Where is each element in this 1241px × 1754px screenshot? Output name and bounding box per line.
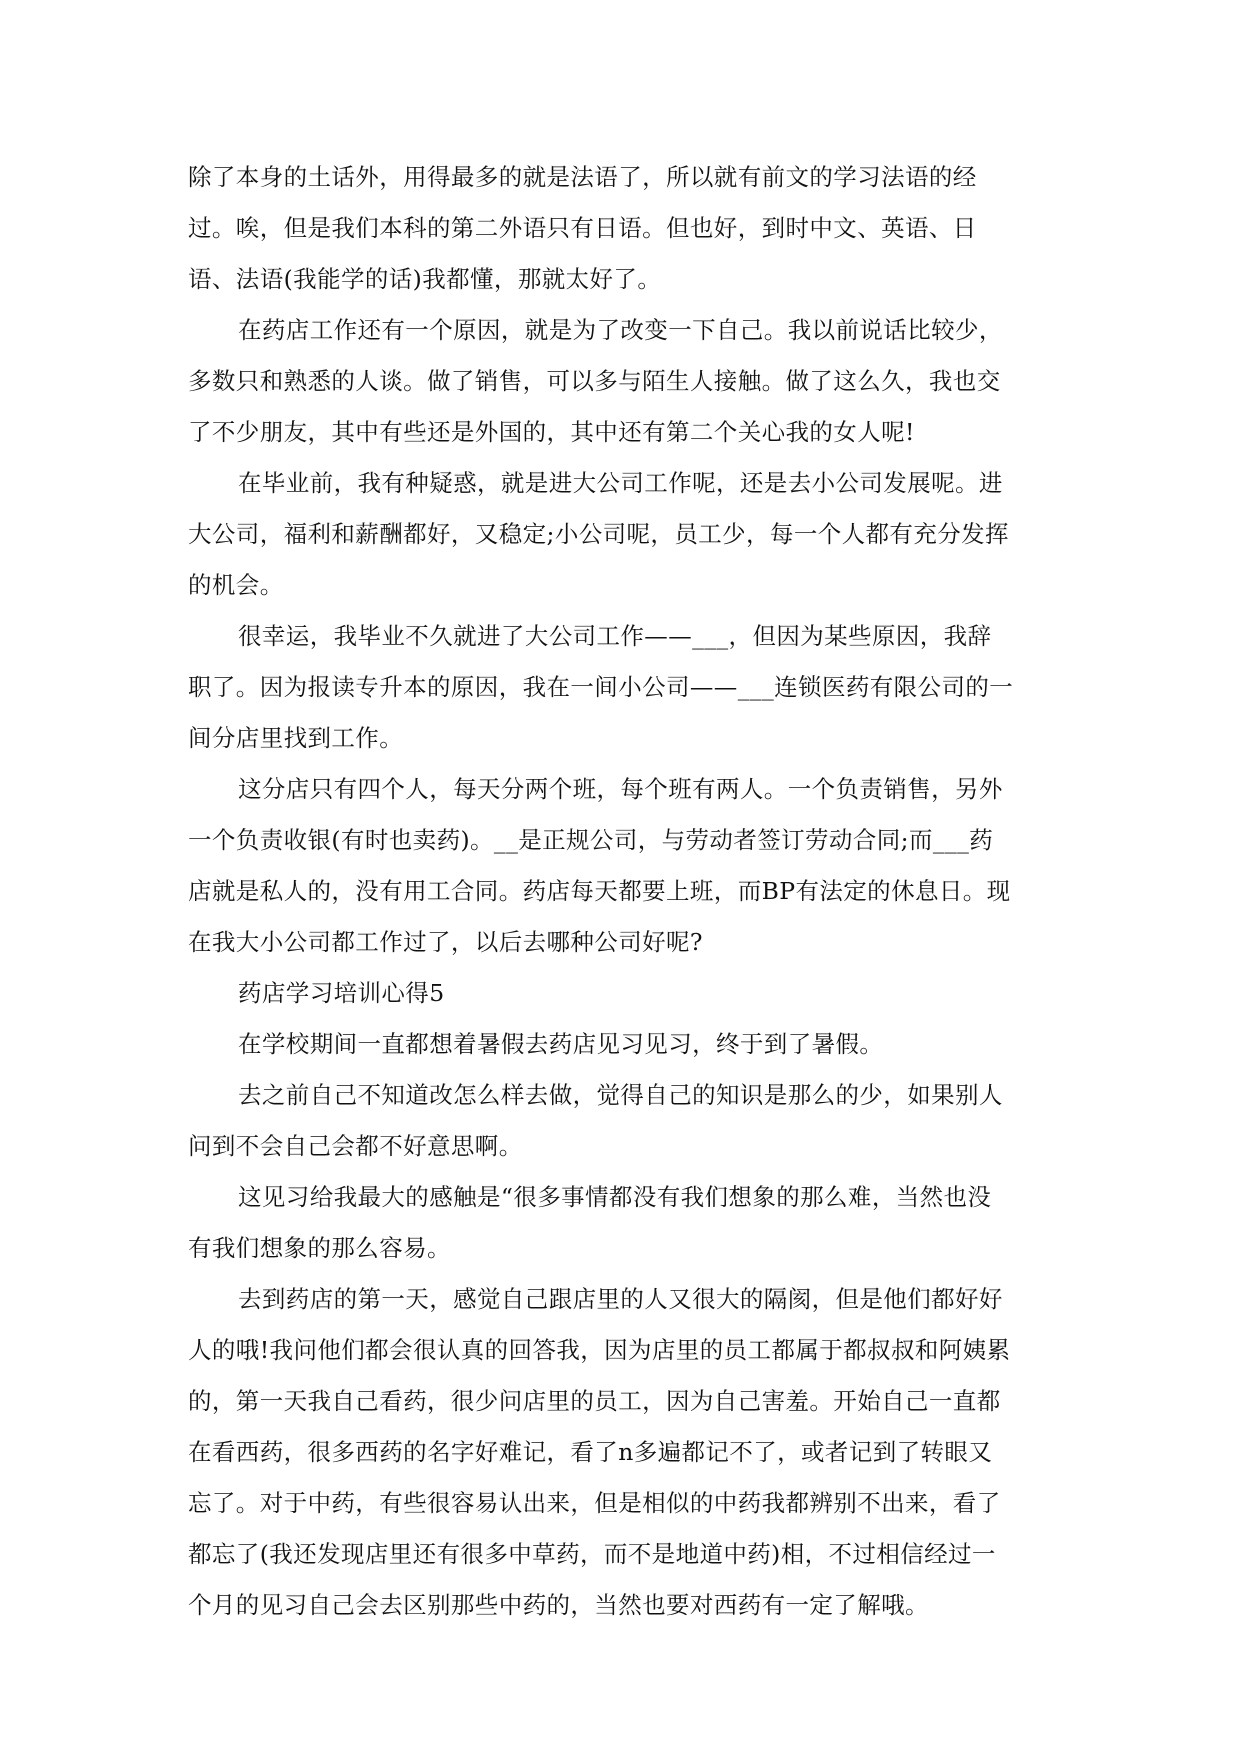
- text-line: 的，第一天我自己看药，很少问店里的员工，因为自己害羞。开始自己一直都: [188, 1387, 1001, 1415]
- text-line: 在毕业前，我有种疑惑，就是进大公司工作呢，还是去小公司发展呢。进: [238, 469, 1003, 497]
- text-line: 一个负责收银(有时也卖药)。__是正规公司，与劳动者签订劳动合同;而___药: [188, 826, 994, 854]
- text-line: 在药店工作还有一个原因，就是为了改变一下自己。我以前说话比较少，: [238, 316, 1003, 344]
- text-line: 都忘了(我还发现店里还有很多中草药，而不是地道中药)相，不过相信经过一: [188, 1540, 996, 1568]
- text-line: 有我们想象的那么容易。: [188, 1234, 451, 1262]
- text-line: 在学校期间一直都想着暑假去药店见习见习，终于到了暑假。: [238, 1030, 884, 1058]
- text-line: 大公司，福利和薪酬都好，又稳定;小公司呢，员工少，每一个人都有充分发挥: [188, 520, 1009, 548]
- text-line: 职了。因为报读专升本的原因，我在一间小公司——___连锁医药有限公司的一: [188, 673, 1014, 701]
- text-line: 除了本身的土话外，用得最多的就是法语了，所以就有前文的学习法语的经: [188, 163, 977, 191]
- text-line: 个月的见习自己会去区别那些中药的，当然也要对西药有一定了解哦。: [188, 1591, 929, 1619]
- text-line: 在我大小公司都工作过了，以后去哪种公司好呢?: [188, 928, 703, 956]
- text-line: 很幸运，我毕业不久就进了大公司工作——___，但因为某些原因，我辞: [238, 622, 992, 650]
- section-heading: 药店学习培训心得5: [238, 979, 445, 1007]
- text-line: 人的哦!我问他们都会很认真的回答我，因为店里的员工都属于都叔叔和阿姨累: [188, 1336, 1011, 1364]
- text-line: 语、法语(我能学的话)我都懂，那就太好了。: [188, 265, 662, 293]
- text-line: 去之前自己不知道改怎么样去做，觉得自己的知识是那么的少，如果别人: [238, 1081, 1003, 1109]
- text-line: 这见习给我最大的感触是“很多事情都没有我们想象的那么难，当然也没: [238, 1183, 992, 1211]
- text-line: 去到药店的第一天，感觉自己跟店里的人又很大的隔阂，但是他们都好好: [238, 1285, 1003, 1313]
- text-line: 的机会。: [188, 571, 284, 599]
- document-body: [188, 157, 1056, 1636]
- text-line: 了不少朋友，其中有些还是外国的，其中还有第二个关心我的女人呢!: [188, 418, 915, 446]
- text-line: 问到不会自己会都不好意思啊。: [188, 1132, 523, 1160]
- text-line: 这分店只有四个人，每天分两个班，每个班有两人。一个负责销售，另外: [238, 775, 1003, 803]
- text-line: 忘了。对于中药，有些很容易认出来，但是相似的中药我都辨别不出来，看了: [188, 1489, 1001, 1517]
- text-line: 在看西药，很多西药的名字好难记，看了n多遍都记不了，或者记到了转眼又: [188, 1438, 993, 1466]
- text-line: 间分店里找到工作。: [188, 724, 404, 752]
- text-line: 店就是私人的，没有用工合同。药店每天都要上班，而BP有法定的休息日。现: [188, 877, 1011, 905]
- text-line: 多数只和熟悉的人谈。做了销售，可以多与陌生人接触。做了这么久，我也交: [188, 367, 1001, 395]
- text-line: 过。唉，但是我们本科的第二外语只有日语。但也好，到时中文、英语、日: [188, 214, 977, 242]
